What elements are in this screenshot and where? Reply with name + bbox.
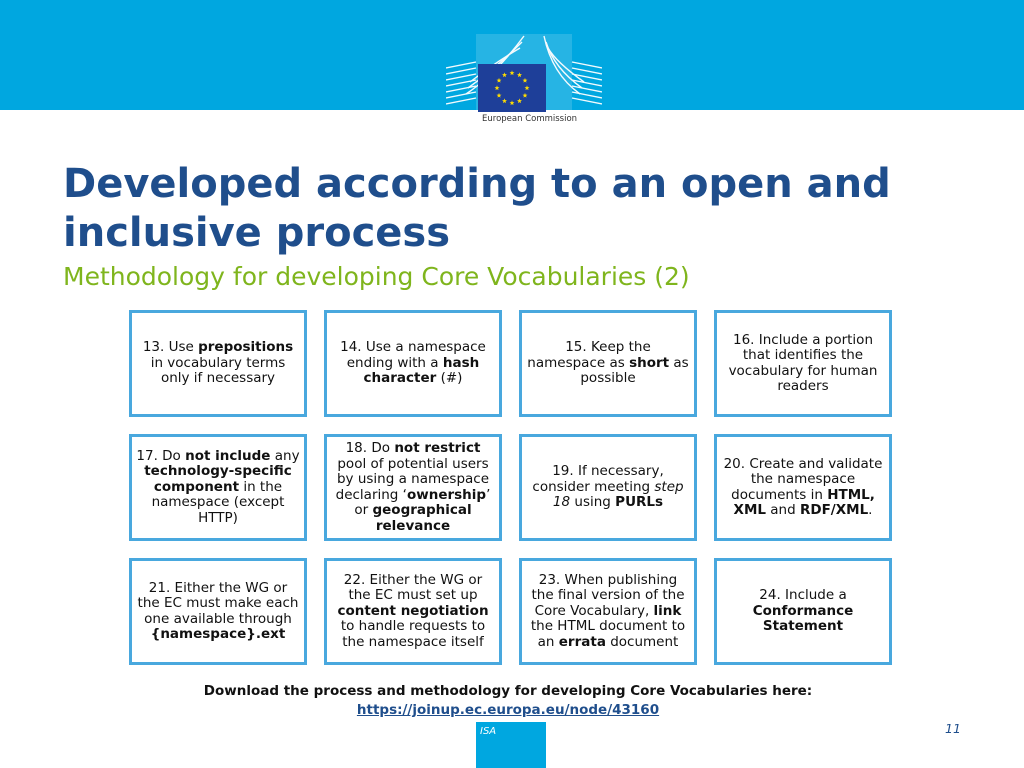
step-card-segment: step 18 xyxy=(552,478,684,511)
step-card-segment: errata xyxy=(558,633,606,650)
step-card-text xyxy=(721,588,885,635)
step-card-text xyxy=(136,449,300,527)
step-card-text xyxy=(721,457,885,519)
step-card-segment: link xyxy=(653,602,682,619)
step-card-23 xyxy=(519,558,697,665)
step-card-segment: 23. When publishing the final version of the Core Vocabulary, xyxy=(531,571,685,619)
download-link[interactable]: https://joinup.ec.europa.eu/node/43160 xyxy=(356,702,660,718)
step-card-segment: 24. Include a xyxy=(759,587,847,604)
step-card-16 xyxy=(714,310,892,417)
step-card-text xyxy=(721,333,885,395)
step-card-segment: and xyxy=(765,502,800,518)
step-card-segment: not restrict xyxy=(394,440,481,456)
step-card-segment: as possible xyxy=(580,354,689,387)
step-card-text xyxy=(331,441,495,534)
step-card-segment: pool of potential users by using a namespace declaring ‘ xyxy=(335,455,490,503)
step-card-segment: 15. Keep the namespace as xyxy=(527,339,651,371)
step-card-segment: RDF/XML xyxy=(799,502,869,518)
step-card-segment: 17. Do xyxy=(136,447,186,464)
logo-text: European Commission xyxy=(482,114,578,124)
european-commission-logo xyxy=(446,34,602,144)
step-card-segment: 20. Create and validate the namespace documents in xyxy=(723,455,883,503)
step-card-segment: content negotiation xyxy=(337,602,489,619)
step-card-text xyxy=(526,464,690,511)
isa-label: ISA xyxy=(480,726,497,737)
step-card-segment: hash character xyxy=(363,354,480,387)
step-card-17 xyxy=(129,434,307,541)
step-card-text xyxy=(526,340,690,387)
step-card-segment: the HTML document to an xyxy=(530,618,686,650)
step-card-18 xyxy=(324,434,502,541)
step-card-segment: document xyxy=(605,633,679,650)
step-card-segment: HTML, XML xyxy=(733,486,875,518)
step-card-segment: 19. If necessary, consider meeting xyxy=(532,463,664,495)
steps-grid xyxy=(129,310,892,665)
step-card-text xyxy=(136,581,300,643)
step-card-segment: 13. Use xyxy=(142,339,199,356)
step-card-segment: {namespace}.ext xyxy=(150,626,286,642)
page-title: Developed according to an open and inclusive process xyxy=(63,161,891,256)
step-card-segment: 16. Include a portion that identifies the vocabulary for human readers xyxy=(728,331,878,394)
step-card-segment: 14. Use a namespace ending with a xyxy=(340,339,486,371)
step-card-segment: any xyxy=(270,447,300,464)
step-card-15 xyxy=(519,310,697,417)
step-card-segment: (#) xyxy=(436,370,463,387)
download-text: Download the process and methodology for developing Core Vocabularies here: xyxy=(203,683,813,699)
step-card-segment: prepositions xyxy=(198,339,294,356)
isa-badge xyxy=(476,722,546,768)
step-card-segment: using xyxy=(570,494,616,511)
page-number: 11 xyxy=(945,721,961,736)
step-card-segment: not include xyxy=(185,447,271,464)
step-card-segment: Conformance Statement xyxy=(752,602,854,635)
step-card-segment: ownership xyxy=(406,486,487,503)
step-card-segment: 18. Do xyxy=(345,440,395,456)
step-card-segment: short xyxy=(629,354,670,371)
page-subtitle: Methodology for developing Core Vocabularies (2) xyxy=(63,262,690,291)
step-card-segment: 21. Either the WG or the EC must make each one available through xyxy=(137,579,299,627)
step-card-segment: 22. Either the WG or the EC must set up xyxy=(343,571,483,604)
step-card-segment: . xyxy=(868,502,873,518)
step-card-segment: geographical relevance xyxy=(372,502,472,534)
step-card-text xyxy=(526,573,690,651)
step-card-14 xyxy=(324,310,502,417)
step-card-19 xyxy=(519,434,697,541)
step-card-text xyxy=(331,573,495,651)
step-card-segment: in the namespace (except HTTP) xyxy=(151,478,285,526)
step-card-20 xyxy=(714,434,892,541)
step-card-13 xyxy=(129,310,307,417)
step-card-24 xyxy=(714,558,892,665)
step-card-22 xyxy=(324,558,502,665)
step-card-segment: PURLs xyxy=(615,494,664,511)
step-card-segment: in vocabulary terms only if necessary xyxy=(150,354,286,387)
step-card-segment: ’ or xyxy=(354,486,491,518)
step-card-21 xyxy=(129,558,307,665)
step-card-segment: to handle requests to the namespace itself xyxy=(340,618,486,650)
step-card-segment: technology-specific component xyxy=(144,463,292,495)
step-card-text xyxy=(136,340,300,387)
step-card-text xyxy=(331,340,495,387)
